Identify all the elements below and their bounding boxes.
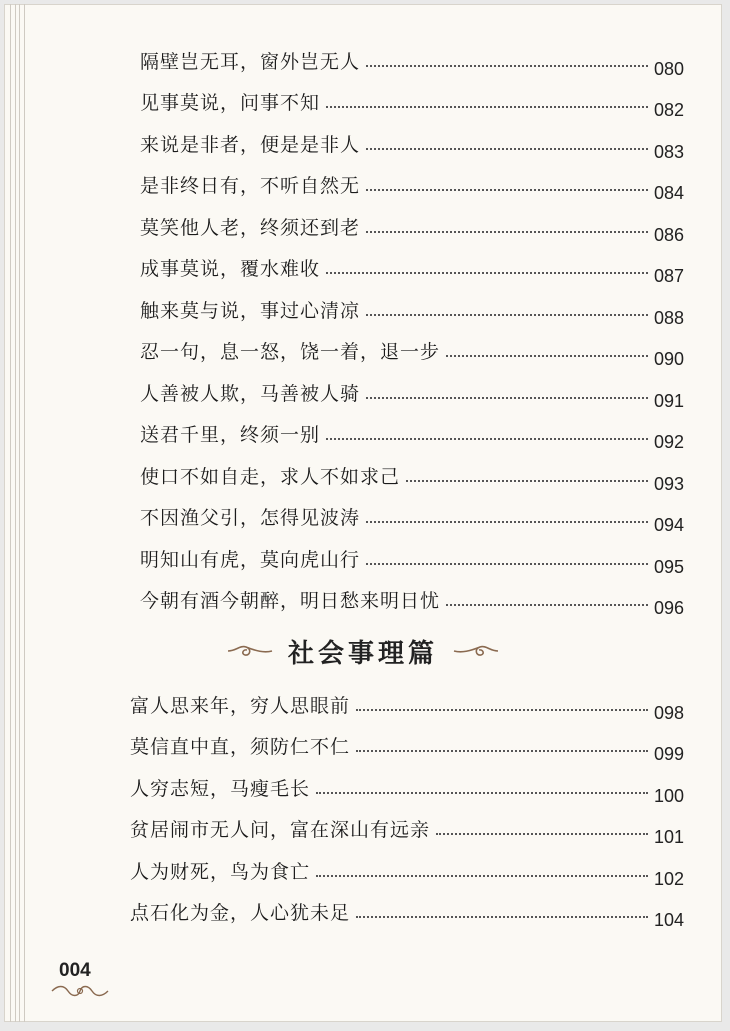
dot-leader [366, 397, 648, 399]
toc-entry-page: 092 [653, 432, 684, 452]
toc-entry-title: 来说是非者，便是是非人 [140, 133, 361, 156]
toc-entry-title: 贫居闹市无人问，富在深山有远亲 [130, 819, 431, 841]
toc-entry [140, 198, 684, 245]
dot-leader [316, 875, 648, 877]
toc-entry-page: 087 [653, 266, 684, 286]
toc-entry [130, 842, 684, 889]
toc-entry-page: 098 [653, 702, 684, 723]
dot-leader [366, 563, 648, 565]
toc-entry [140, 323, 684, 369]
toc-entry-page: 082 [653, 100, 684, 120]
dot-leader [446, 604, 648, 606]
dot-leader [406, 480, 648, 482]
toc-entry-title: 人为财死，鸟为食亡 [130, 860, 311, 883]
dot-leader [446, 355, 648, 357]
toc-entry [140, 530, 684, 577]
toc-entry-page: 102 [653, 868, 684, 889]
dot-leader [316, 792, 648, 794]
toc-entry-title: 成事莫说，覆水难收 [140, 258, 321, 280]
toc-entry [140, 406, 684, 452]
toc-entry [140, 240, 684, 286]
dot-leader [366, 521, 648, 523]
dot-leader [436, 833, 648, 835]
toc-entry [130, 801, 684, 847]
dot-leader [366, 65, 648, 67]
toc-entry-page: 084 [653, 183, 684, 203]
dot-leader [356, 709, 648, 711]
toc-entry-page: 094 [653, 515, 684, 535]
toc-entry-title: 富人思来年，穷人思眼前 [130, 694, 351, 717]
toc-entry [140, 157, 684, 203]
toc-entry-title: 不因渔父引，怎得见波涛 [140, 507, 361, 529]
toc-entry [140, 489, 684, 535]
toc-entry-title: 送君千里，终须一别 [140, 424, 321, 446]
toc-entry-title: 点石化为金，人心犹未足 [130, 902, 351, 924]
toc-entry-title: 使口不如自走，求人不如求己 [140, 465, 401, 488]
page-number: 004 [59, 960, 91, 981]
toc-section-1 [140, 32, 684, 618]
toc-entry-page: 096 [653, 598, 684, 618]
toc-entry-title: 莫笑他人老，终须还到老 [140, 216, 361, 239]
dot-leader [366, 314, 648, 316]
dot-leader [356, 750, 648, 752]
toc-entry [140, 281, 684, 328]
toc-entry-title: 人穷志短，马瘦毛长 [130, 777, 311, 800]
dot-leader [326, 438, 648, 440]
toc-entry-page: 099 [653, 744, 684, 764]
toc-entry [140, 74, 684, 120]
toc-entry-page: 086 [653, 224, 684, 245]
section-title: 社会事理篇 [287, 638, 438, 669]
book-page [4, 4, 722, 1022]
dot-leader [366, 189, 648, 191]
binding-lines [4, 4, 30, 1022]
dot-leader [326, 106, 648, 108]
dot-leader [366, 231, 648, 233]
toc-entry-page: 101 [653, 827, 684, 847]
toc-entry-page: 093 [653, 473, 684, 494]
toc-entry [130, 676, 684, 723]
toc-entry-page: 090 [653, 349, 684, 369]
toc-entry [130, 759, 684, 806]
toc-entry-page: 080 [653, 58, 684, 79]
toc-entry [140, 447, 684, 494]
toc-entry-title: 触来莫与说，事过心清凉 [140, 299, 361, 322]
dot-leader [366, 148, 648, 150]
toc-entry-title: 忍一句，息一怒，饶一着，退一步 [140, 341, 441, 363]
toc-entry-title: 明知山有虎，莫向虎山行 [140, 548, 361, 571]
toc-entry [140, 572, 684, 618]
toc-entry [140, 364, 684, 411]
toc-entry-title: 今朝有酒今朝醉，明日愁来明日忧 [140, 590, 441, 612]
toc-entry [130, 718, 684, 764]
toc-entry-page: 100 [653, 785, 684, 806]
toc-entry-page: 091 [653, 390, 684, 411]
toc-section-2 [130, 676, 684, 930]
left-swirl-icon [226, 641, 274, 661]
toc-entry-page: 104 [653, 910, 684, 930]
toc-entry-page: 083 [653, 141, 684, 162]
toc-entry-page: 095 [653, 556, 684, 577]
dot-leader [356, 916, 648, 918]
right-swirl-icon [452, 641, 500, 661]
toc-entry [140, 32, 684, 79]
toc-entry-title: 莫信直中直，须防仁不仁 [130, 736, 351, 758]
toc-entry-title: 隔壁岂无耳，窗外岂无人 [140, 50, 361, 73]
toc-entry-page: 088 [653, 307, 684, 328]
section-heading [4, 626, 722, 676]
toc-entry [130, 884, 684, 930]
toc-entry-title: 见事莫说，问事不知 [140, 92, 321, 114]
toc-entry-title: 是非终日有，不听自然无 [140, 175, 361, 197]
toc-entry [140, 115, 684, 162]
footer-ornament-icon [50, 982, 110, 1000]
toc-entry-title: 人善被人欺，马善被人骑 [140, 382, 361, 405]
dot-leader [326, 272, 648, 274]
